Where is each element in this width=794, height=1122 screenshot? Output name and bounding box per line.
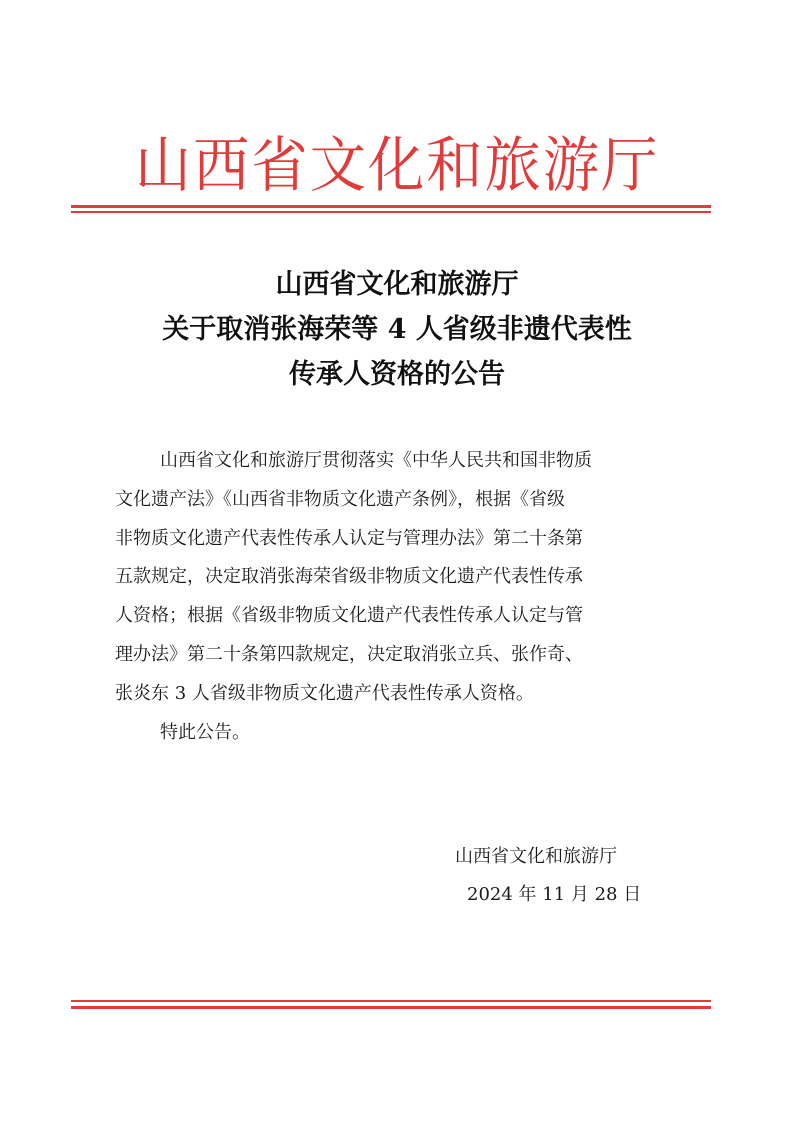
signature-block (455, 838, 641, 914)
closing-line: 特此公告。 (160, 721, 250, 743)
body-line: 理办法》第二十条第四款规定，决定取消张立兵、张作奇、 (115, 643, 583, 665)
signature-date: 2024 年 11 月 28 日 (467, 884, 642, 905)
body-line: 人资格；根据《省级非物质文化遗产代表性传承人认定与管 (115, 605, 583, 627)
body-line: 非物质文化遗产代表性传承人认定与管理办法》第二十条第 (115, 527, 583, 549)
header-rule-thick (71, 205, 711, 208)
body-line: 山西省文化和旅游厅贯彻落实《中华人民共和国非物质 (160, 450, 592, 471)
title-line-3: 传承人资格的公告 (289, 359, 505, 390)
notice-title (0, 262, 794, 397)
body-line: 张炎东 3 人省级非物质文化遗产代表性传承人资格。 (115, 682, 534, 704)
signature-org: 山西省文化和旅游厅 (455, 846, 617, 867)
masthead-title: 山西省文化和旅游厅 (134, 131, 660, 201)
notice-body (115, 442, 681, 752)
body-line: 文化遗产法》《山西省非物质文化遗产条例》，根据《省级 (115, 488, 565, 510)
header-rule-thin (71, 211, 711, 213)
title-line-2: 关于取消张海荣等 4 人省级非遗代表性 (162, 314, 632, 345)
footer-rule-thick (71, 1006, 711, 1009)
body-line: 五款规定，决定取消张海荣省级非物质文化遗产代表性传承 (115, 566, 583, 588)
title-line-1: 山西省文化和旅游厅 (275, 269, 519, 300)
footer-rule-thin (71, 1000, 711, 1002)
